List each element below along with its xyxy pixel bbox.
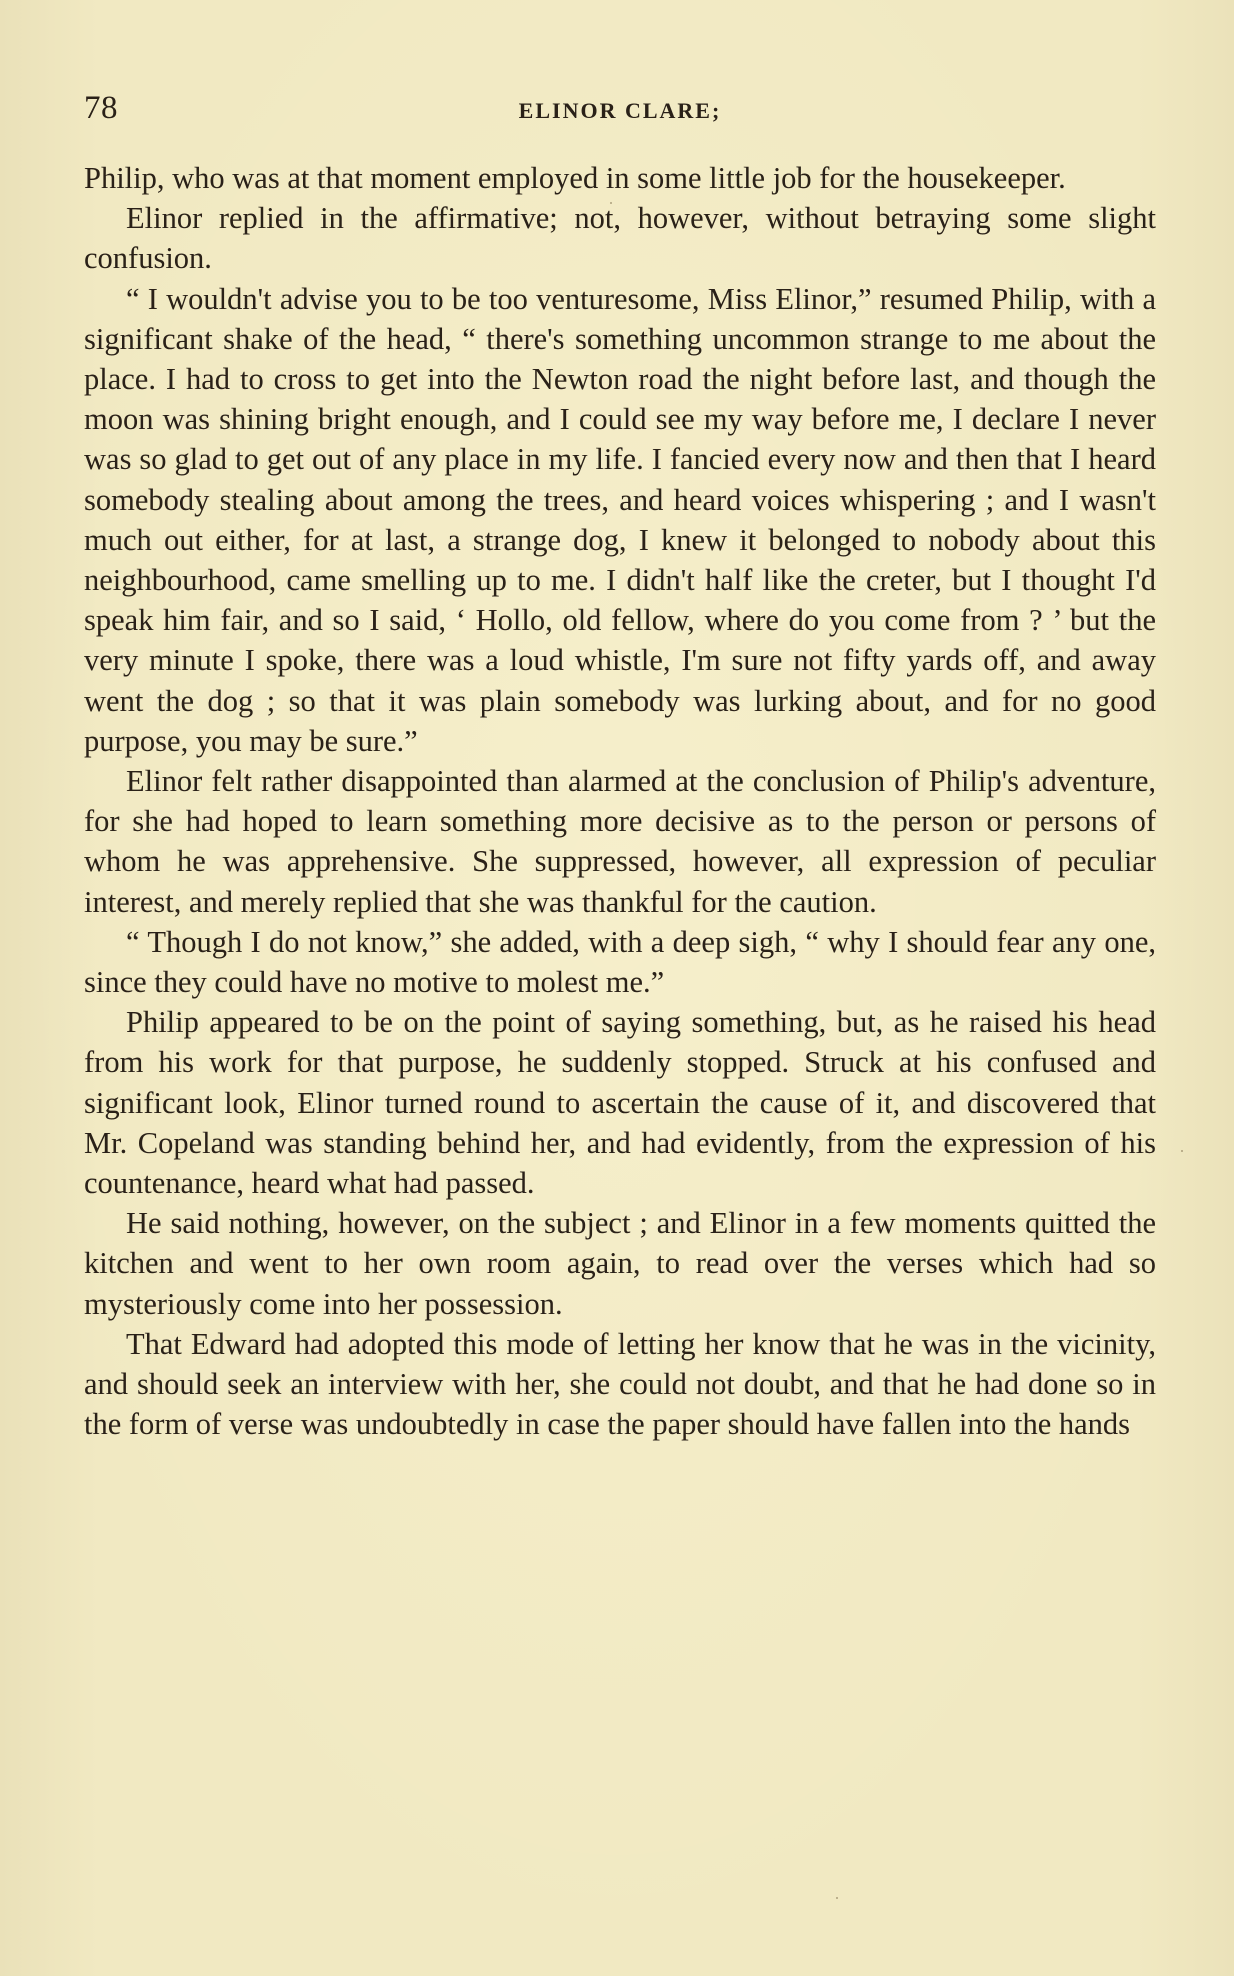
- paragraph: “ I wouldn't advise you to be too venturesome, Miss Elinor,” resumed Philip, with a significant shake of the head, “ there's something uncommon strange to me about the place. I had to cross to get into the Newton road the night before last, and though the moon was shining bright enough, and I could see my way before me, I declare I never was so glad to get out of any place in my life. I fancied every now and then that I heard somebody stealing about among the trees, and heard voices whispering ; and I wasn't much out either, for at last, a strange dog, I knew it belonged to nobody about this neighbourhood, came smelling up to me. I didn't half like the creter, but I thought I'd speak him fair, and so I said, ‘ Hollo, old fellow, where do you come from ? ’ but the very minute I spoke, there was a loud whistle, I'm sure not fifty yards off, and away went the dog ; so that it was plain somebody was lurking about, and for no good purpose, you may be sure.”: [84, 281, 1156, 758]
- paragraph: That Edward had adopted this mode of letting her know that he was in the vicinity, and should seek an interview with her, she could not doubt, and that he had done so in the form of verse was undoubtedly in case the paper should have fallen into the hands: [84, 1326, 1156, 1442]
- paper-speck: [1181, 1150, 1183, 1152]
- paragraph: Philip appeared to be on the point of saying something, but, as he raised his head from his work for that purpose, he suddenly stopped. Struck at his confused and significant look, Elinor turned round to ascertain the cause of it, and discovered that Mr. Copeland was standing behind her, and had evidently, from the expression of his countenance, heard what had passed.: [84, 1005, 1156, 1201]
- paper-speck: [836, 1897, 838, 1899]
- page-number: 78: [84, 90, 118, 126]
- running-head: ELINOR CLARE;: [518, 98, 722, 123]
- paragraph: “ Though I do not know,” she added, with a deep sigh, “ why I should fear any one, since they could have no motive to molest me.”: [84, 924, 1156, 1000]
- paragraph: Elinor replied in the affirmative; not, however, without betraying some slight confusion.: [84, 201, 1156, 276]
- page-header: [84, 90, 1156, 136]
- body-text: [84, 158, 1156, 1445]
- paragraph: Philip, who was at that moment employed in some little job for the housekeeper.: [84, 161, 1066, 195]
- paragraph: He said nothing, however, on the subject ; and Elinor in a few moments quitted the kitchen and went to her own room again, to read over the verses which had so mysteriously come into her possession.: [84, 1206, 1156, 1321]
- paragraph: Elinor felt rather disappointed than alarmed at the conclusion of Philip's adventure, for she had hoped to learn something more decisive as to the person or persons of whom he was apprehensive. She suppressed, however, all expression of peculiar interest, and merely replied that she was thankful for the caution.: [84, 764, 1156, 919]
- paper-speck: [610, 202, 612, 204]
